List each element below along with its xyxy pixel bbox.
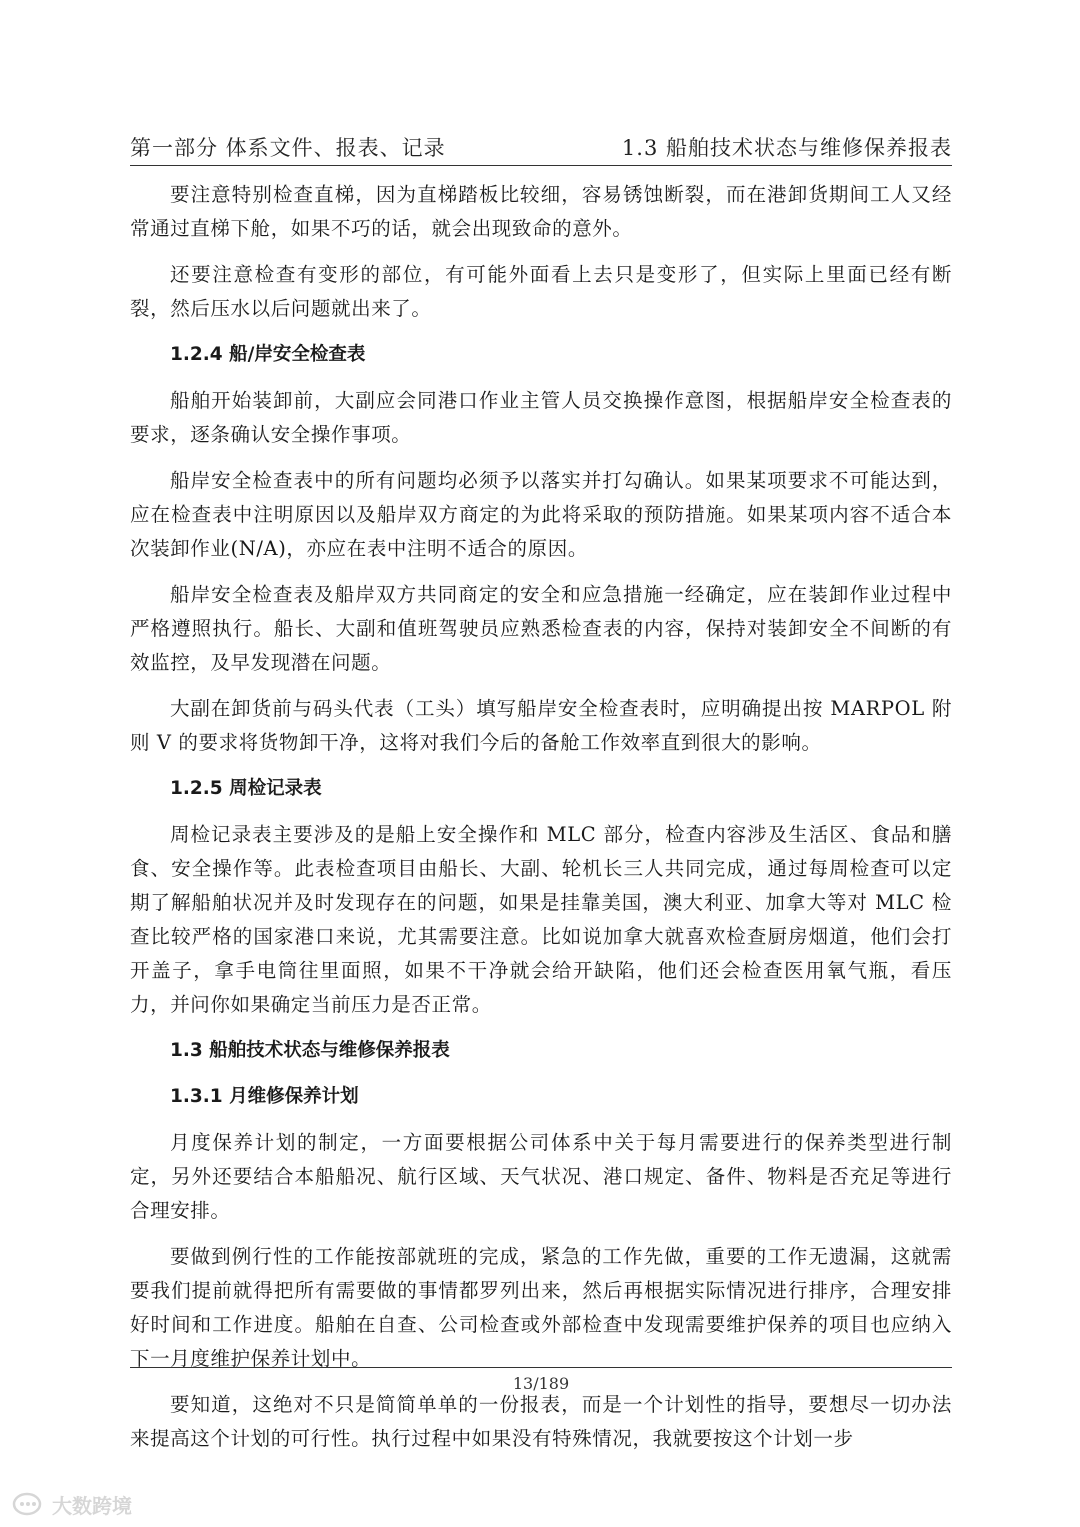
paragraph: 要知道，这绝对不只是简简单单的一份报表，而是一个计划性的指导，要想尽一切办法来提高这个计划的可行性。执行过程中如果没有特殊情况，我就要按这个计划一步	[130, 1393, 952, 1450]
paragraph: 还要注意检查有变形的部位，有可能外面看上去只是变形了，但实际上里面已经有断裂，然后压水以后问题就出来了。	[130, 263, 952, 320]
paragraph: 船岸安全检查表及船岸双方共同商定的安全和应急措施一经确定，应在装卸作业过程中严格遵照执行。船长、大副和值班驾驶员应熟悉检查表的内容，保持对装卸安全不间断的有效监控，及早发现潜在问题。	[130, 583, 952, 674]
footer-divider	[130, 1367, 952, 1368]
page-number: 13/189	[512, 1374, 570, 1393]
paragraph: 要做到例行性的工作能按部就班的完成，紧急的工作先做，重要的工作无遗漏，这就需要我们提前就得把所有需要做的事情都罗列出来，然后再根据实际情况进行排序，合理安排好时间和工作进度。船舶在自查、公司检查或外部检查中发现需要维护保养的项目也应纳入下一月度维护保养计划中。	[130, 1245, 952, 1370]
header-divider	[130, 165, 952, 166]
header-section-title: 1.3 船舶技术状态与维修保养报表	[621, 136, 952, 160]
section-heading-1-2-5: 1.2.5 周检记录表	[170, 778, 322, 799]
paragraph: 船舶开始装卸前，大副应会同港口作业主管人员交换操作意图，根据船岸安全检查表的要求，逐条确认安全操作事项。	[130, 389, 952, 446]
document-body	[130, 178, 952, 1468]
section-heading-1-3-1: 1.3.1 月维修保养计划	[170, 1086, 359, 1107]
paragraph: 月度保养计划的制定，一方面要根据公司体系中关于每月需要进行的保养类型进行制定，另外还要结合本船船况、航行区域、天气状况、港口规定、备件、物料是否充足等进行合理安排。	[130, 1131, 952, 1222]
section-heading-1-2-4: 1.2.4 船/岸安全检查表	[170, 344, 366, 365]
paragraph: 大副在卸货前与码头代表（工头）填写船岸安全检查表时，应明确提出按 MARPOL 附则 V 的要求将货物卸干净，这将对我们今后的备舱工作效率直到很大的影响。	[130, 697, 952, 754]
page-header	[130, 128, 952, 162]
paragraph: 要注意特别检查直梯，因为直梯踏板比较细，容易锈蚀断裂，而在港卸货期间工人又经常通过直梯下舱，如果不巧的话，就会出现致命的意外。	[130, 183, 952, 240]
header-part-title: 第一部分 体系文件、报表、记录	[130, 136, 446, 160]
chat-bubble-logo-icon	[12, 1492, 46, 1518]
paragraph: 周检记录表主要涉及的是船上安全操作和 MLC 部分，检查内容涉及生活区、食品和膳食、安全操作等。此表检查项目由船长、大副、轮机长三人共同完成，通过每周检查可以定期了解船舶状况并及时发现存在的问题，如果是挂靠美国，澳大利亚、加拿大等对 MLC 检查比较严格的国家港口来说，尤其需要注意。比如说加拿大就喜欢检查厨房烟道，他们会打开盖子，拿手电筒往里面照，如果不干净就会给开缺陷，他们还会检查医用氧气瓶，看压力，并问你如果确定当前压力是否正常。	[130, 823, 952, 1016]
paragraph: 船岸安全检查表中的所有问题均必须予以落实并打勾确认。如果某项要求不可能达到，应在检查表中注明原因以及船岸双方商定的为此将采取的预防措施。如果某项内容不适合本次装卸作业(N/A)，亦应在表中注明不适合的原因。	[130, 469, 952, 560]
watermark	[12, 1490, 132, 1519]
section-heading-1-3: 1.3 船舶技术状态与维修保养报表	[170, 1040, 450, 1061]
watermark-text: 大数跨境	[52, 1494, 132, 1518]
